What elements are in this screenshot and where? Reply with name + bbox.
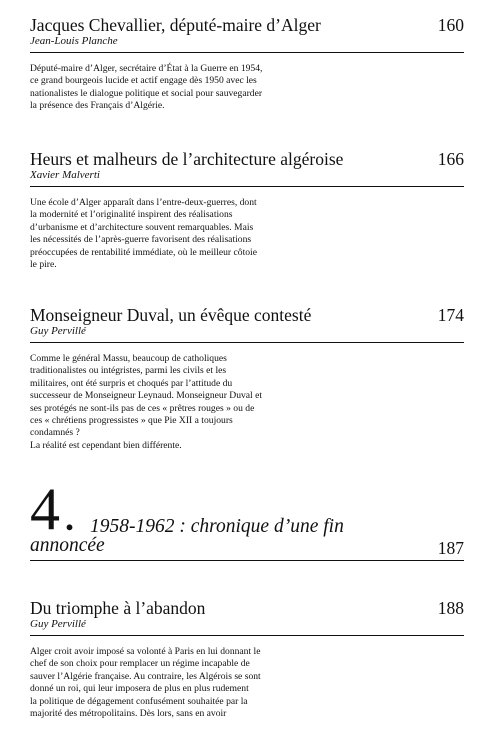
chapter-title-line-1: 1958-1962 : chronique d’une fin xyxy=(90,516,344,537)
entry-summary xyxy=(30,353,320,452)
summary-line: Député-maire d’Alger, secrétaire d’État à la Guerre en 1954, xyxy=(30,63,263,74)
entry-header xyxy=(30,597,464,635)
summary-line: chef de son choix pour remplacer un régime incapable de xyxy=(30,658,250,670)
entry-page-number: 166 xyxy=(437,149,464,169)
entry-page-number: 188 xyxy=(437,598,464,618)
entry-page-number: 174 xyxy=(437,305,464,325)
summary-line: condamnés ? xyxy=(30,427,80,439)
entry-rule xyxy=(30,186,464,187)
summary-line: d’urbanisme et d’architecture souvent remarquables. Mais xyxy=(30,221,254,233)
summary-line: Alger croit avoir imposé sa volonté à Paris en lui donnant le xyxy=(30,646,261,657)
chapter-page-number: 187 xyxy=(437,538,464,558)
chapter-number: 4 xyxy=(30,476,60,542)
entry-summary xyxy=(30,646,320,720)
entry-title: Heurs et malheurs de l’architecture algéroise xyxy=(30,149,344,169)
summary-line: ses protégés ne sont-ils pas de ces « prêtres rouges » ou de xyxy=(30,402,255,414)
entry-title: Jacques Chevallier, député-maire d’Alger xyxy=(30,15,321,35)
summary-line: la politique de dégagement confusément souhaitée par la xyxy=(30,695,248,707)
toc-entry xyxy=(30,304,464,451)
entry-title: Du triomphe à l’abandon xyxy=(30,598,206,618)
entry-header xyxy=(30,148,464,186)
chapter-title-line-2: annoncée xyxy=(30,535,105,556)
summary-line: militaires, ont été surpris et choqués par l’attitude du xyxy=(30,377,233,389)
entry-header xyxy=(30,304,464,342)
summary-line: Une école d’Alger apparaît dans l’entre-deux-guerres, dont xyxy=(30,197,257,208)
summary-line: majorité des métropolitains. Dès lors, sans en avoir xyxy=(30,708,227,720)
summary-line: Comme le général Massu, beaucoup de catholiques xyxy=(30,353,227,364)
entry-summary xyxy=(30,63,320,113)
toc-entry xyxy=(30,597,464,720)
chapter-heading xyxy=(30,478,464,560)
toc-entry xyxy=(30,148,464,271)
summary-line: préoccupées de rentabilité immédiate, où le meilleur côtoie xyxy=(30,246,257,258)
toc-entry xyxy=(30,14,464,112)
summary-line: sauver l’Algérie française. Au contraire, les Algérois se sont xyxy=(30,670,261,682)
summary-line: ces « chrétiens progressistes » que Pie XII a toujours xyxy=(30,415,233,427)
summary-line: le pire. xyxy=(30,259,57,271)
summary-line: les nécessités de l’après-guerre favorisent des réalisations xyxy=(30,234,252,246)
entry-header xyxy=(30,14,464,52)
summary-line: successeur de Monseigneur Leynaud. Monseigneur Duval et xyxy=(30,390,263,402)
summary-line: donné un roi, qui leur imposera de plus en plus rudement xyxy=(30,683,249,695)
summary-line: ce grand bourgeois lucide et actif engage dès 1950 avec les xyxy=(30,75,257,87)
entry-rule xyxy=(30,635,464,636)
entry-rule xyxy=(30,342,464,343)
entry-author: Guy Pervillé xyxy=(30,325,86,337)
entry-rule xyxy=(30,52,464,53)
entry-page-number: 160 xyxy=(437,15,464,35)
entry-author: Jean-Louis Planche xyxy=(30,35,118,47)
summary-line: nationalistes le dialogue politique et social pour sauvegarder xyxy=(30,87,263,99)
entry-author: Guy Pervillé xyxy=(30,618,86,630)
chapter-number-dot: . xyxy=(65,498,74,538)
summary-line: la présence des Français d’Algérie. xyxy=(30,100,165,112)
chapter-rule xyxy=(30,560,464,561)
summary-line: traditionalistes ou intégristes, parmi les civils et les xyxy=(30,365,227,377)
entry-summary xyxy=(30,197,320,271)
entry-title: Monseigneur Duval, un évêque contesté xyxy=(30,305,312,325)
summary-line: la modernité et l’originalité inspirent des réalisations xyxy=(30,209,233,221)
entry-author: Xavier Malverti xyxy=(30,169,100,181)
summary-line: La réalité est cependant bien différente. xyxy=(30,439,182,451)
